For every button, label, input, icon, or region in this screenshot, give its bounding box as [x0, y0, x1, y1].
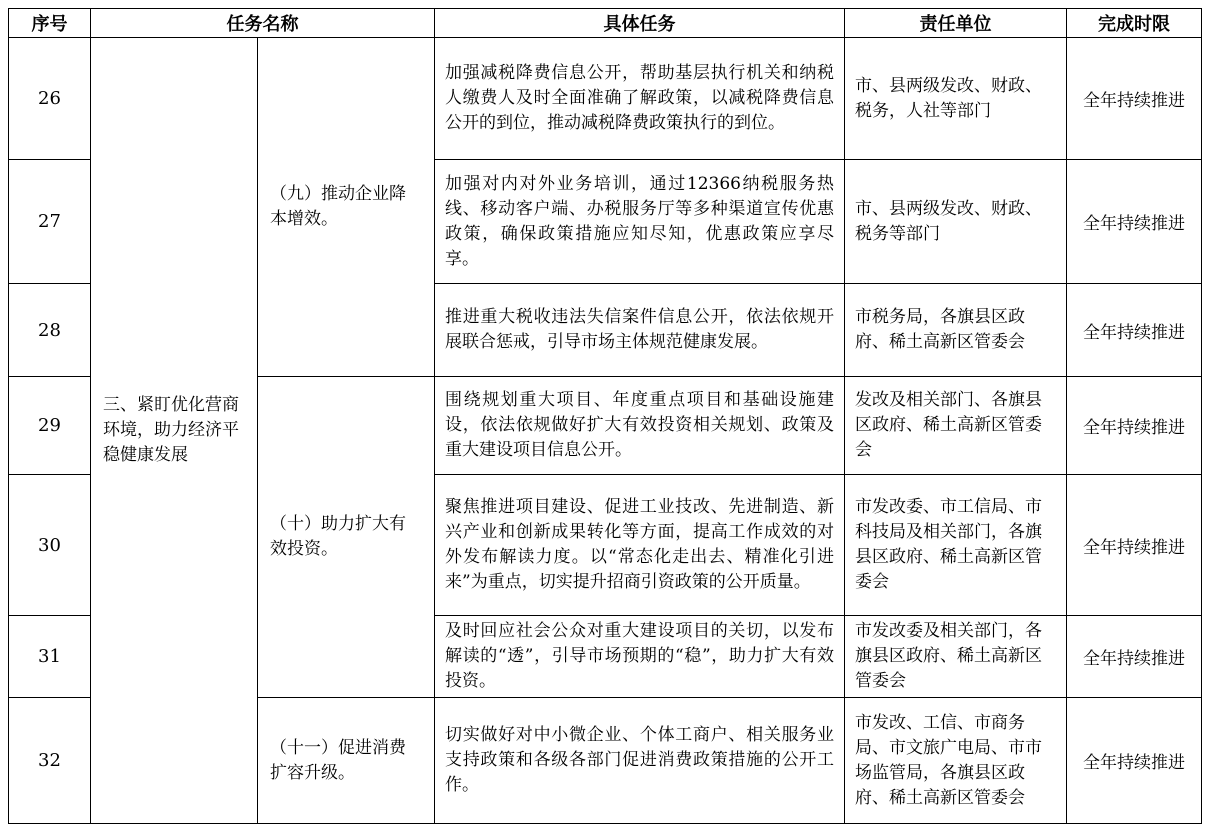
deadline-cell: 全年持续推进: [1067, 616, 1202, 698]
category-cell: 三、紧盯优化营商环境，助力经济平稳健康发展: [91, 38, 258, 824]
row-number: 31: [9, 616, 91, 698]
deadline-cell: 全年持续推进: [1067, 284, 1202, 377]
header-task-name: 任务名称: [91, 9, 435, 38]
row-number: 30: [9, 475, 91, 616]
deadline-cell: 全年持续推进: [1067, 377, 1202, 475]
task-table: [8, 8, 1202, 824]
task-cell: 加强减税降费信息公开，帮助基层执行机关和纳税人缴费人及时全面准确了解政策，以减税降费信息公开的到位，推动减税降费政策执行的到位。: [435, 38, 845, 160]
task-cell: 加强对内对外业务培训，通过12366纳税服务热线、移动客户端、办税服务厅等多种渠道宣传优惠政策，确保政策措施应知尽知，优惠政策应享尽享。: [435, 160, 845, 284]
task-cell: 围绕规划重大项目、年度重点项目和基础设施建设，依法依规做好扩大有效投资相关规划、政策及重大建设项目信息公开。: [435, 377, 845, 475]
deadline-cell: 全年持续推进: [1067, 698, 1202, 824]
unit-cell: 市、县两级发改、财政、税务等部门: [845, 160, 1067, 284]
header-responsible: 责任单位: [845, 9, 1067, 38]
deadline-cell: 全年持续推进: [1067, 475, 1202, 616]
task-cell: 聚焦推进项目建设、促进工业技改、先进制造、新兴产业和创新成果转化等方面，提高工作成效的对外发布解读力度。以“常态化走出去、精准化引进来”为重点，切实提升招商引资政策的公开质量。: [435, 475, 845, 616]
task-cell: 及时回应社会公众对重大建设项目的关切，以发布解读的“透”，引导市场预期的“稳”，助力扩大有效投资。: [435, 616, 845, 698]
header-seq: 序号: [9, 9, 91, 38]
row-number: 32: [9, 698, 91, 824]
table-row: [9, 38, 1202, 160]
task-cell: 切实做好对中小微企业、个体工商户、相关服务业支持政策和各级各部门促进消费政策措施的公开工作。: [435, 698, 845, 824]
row-number: 29: [9, 377, 91, 475]
unit-cell: 市发改委、市工信局、市科技局及相关部门，各旗县区政府、稀土高新区管委会: [845, 475, 1067, 616]
subcategory-cell: （九）推动企业降本增效。: [258, 38, 435, 377]
unit-cell: 发改及相关部门、各旗县区政府、稀土高新区管委会: [845, 377, 1067, 475]
row-number: 27: [9, 160, 91, 284]
deadline-cell: 全年持续推进: [1067, 160, 1202, 284]
header-row: [9, 9, 1202, 38]
unit-cell: 市税务局，各旗县区政府、稀土高新区管委会: [845, 284, 1067, 377]
row-number: 28: [9, 284, 91, 377]
subcategory-cell: （十一）促进消费扩容升级。: [258, 698, 435, 824]
subcategory-cell: （十）助力扩大有效投资。: [258, 377, 435, 698]
unit-cell: 市发改、工信、市商务局、市文旅广电局、市市场监管局，各旗县区政府、稀土高新区管委会: [845, 698, 1067, 824]
row-number: 26: [9, 38, 91, 160]
unit-cell: 市、县两级发改、财政、税务，人社等部门: [845, 38, 1067, 160]
header-specific-task: 具体任务: [435, 9, 845, 38]
task-cell: 推进重大税收违法失信案件信息公开，依法依规开展联合惩戒，引导市场主体规范健康发展。: [435, 284, 845, 377]
deadline-cell: 全年持续推进: [1067, 38, 1202, 160]
header-deadline: 完成时限: [1067, 9, 1202, 38]
unit-cell: 市发改委及相关部门，各旗县区政府、稀土高新区管委会: [845, 616, 1067, 698]
